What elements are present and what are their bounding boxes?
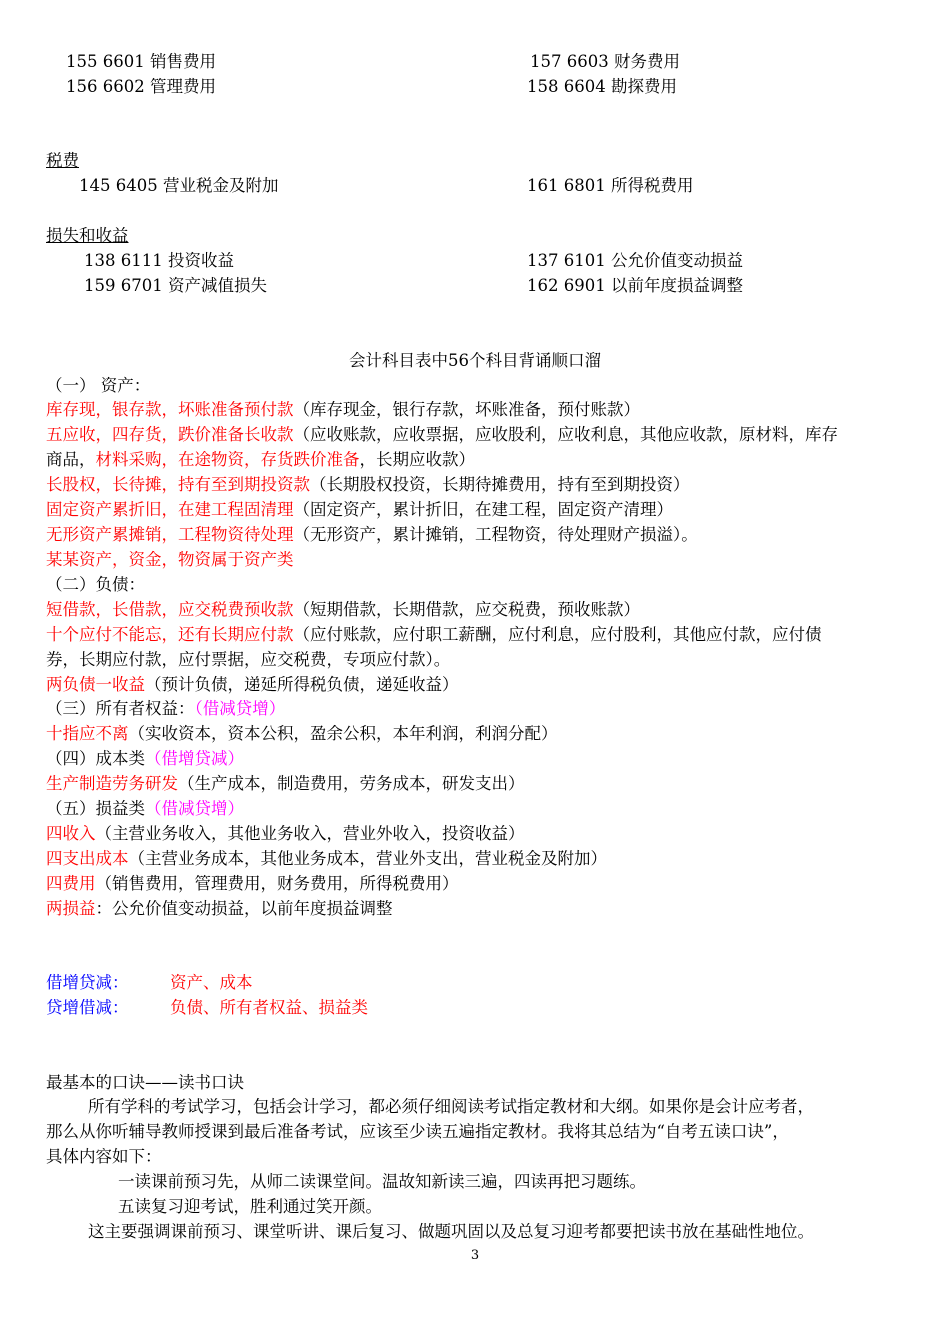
mnemonic-line (46, 598, 640, 622)
mnemonic-line (46, 872, 459, 896)
mnemonic-explanation: （应收账款，应收票据，应收股利，应收利息，其他应收款，原材料，库存 (293, 425, 838, 444)
mnemonic-explanation: （库存现金，银行存款，坏账准备，预付账款） (293, 400, 640, 419)
heading-text: （四）成本类 (46, 749, 145, 768)
rule-line (46, 996, 129, 1020)
reading-title: 最基本的口诀——读书口诀 (46, 1073, 244, 1092)
mnemonic-explanation: （销售费用，管理费用，财务费用，所得税费用） (95, 874, 459, 893)
mnemonic-phrase: 某某资产，资金，物资属于资产类 (46, 550, 294, 569)
paragraph-line: 具体内容如下： (46, 1147, 162, 1166)
mnemonic-line (46, 448, 475, 472)
rule-label: 贷增借减： (46, 998, 129, 1017)
debit-credit-rule: （借减贷增） (194, 699, 286, 718)
section-heading-cost (46, 747, 244, 771)
mnemonic-phrase: 十指应不离 (46, 724, 129, 743)
account-row: 161 6801 所得税费用 (527, 176, 694, 195)
rule-value: 资产、成本 (170, 973, 253, 992)
mnemonic-explanation: （生产成本，制造费用，劳务成本，研发支出） (178, 774, 525, 793)
paragraph-line: 这主要强调课前预习、课堂听讲、课后复习、做题巩固以及总复习迎考都要把读书放在基础性地位。 (88, 1222, 814, 1241)
account-row: 162 6901 以前年度损益调整 (527, 276, 743, 295)
debit-credit-rule: （借减贷增） (145, 799, 244, 818)
mnemonic-explanation: （固定资产，累计折旧，在建工程，固定资产清理） (293, 500, 673, 519)
mnemonic-phrase: 四收入 (46, 824, 96, 843)
account-row: 138 6111 投资收益 (84, 251, 234, 270)
paragraph-line: 所有学科的考试学习，包括会计学习，都必须仔细阅读考试指定教材和大纲。如果你是会计应考者， (88, 1097, 814, 1116)
heading-text: （三）所有者权益： (46, 699, 195, 718)
section-heading-liabilities: （二）负债： (46, 575, 145, 594)
mnemonic-line (46, 722, 558, 746)
section-heading-tax: 税费 (46, 151, 79, 170)
account-row: 158 6604 勘探费用 (527, 77, 677, 96)
mnemonic-phrase: 材料采购，在途物资，存货跌价准备 (95, 450, 360, 469)
mnemonic-explanation: （无形资产，累计摊销，工程物资，待处理财产损溢）。 (293, 525, 698, 544)
account-row: 137 6101 公允价值变动损益 (527, 251, 743, 270)
mnemonic-phrase: 长股权，长待摊，持有至到期投资款 (46, 475, 310, 494)
verse-line: 五读复习迎考试，胜利通过笑开颜。 (118, 1197, 382, 1216)
paragraph-line: 那么从你听辅导教师授课到最后准备考试，应该至少读五遍指定教材。我将其总结为“自考五读口诀”， (46, 1122, 789, 1141)
mnemonic-line (46, 523, 698, 547)
account-row: 155 6601 销售费用 (66, 52, 216, 71)
mnemonic-phrase: 生产制造劳务研发 (46, 774, 178, 793)
mnemonic-phrase: 两损益 (46, 899, 96, 918)
account-row: 156 6602 管理费用 (66, 77, 216, 96)
mnemonic-explanation: （长期股权投资，长期待摊费用，持有至到期投资） (310, 475, 690, 494)
mnemonic-phrase: 十个应付不能忘，还有长期应付款 (46, 625, 294, 644)
mnemonic-explanation: ，长期应收款） (359, 450, 475, 469)
mnemonic-phrase: 四费用 (46, 874, 96, 893)
mnemonic-line (46, 473, 690, 497)
mnemonic-phrase: 库存现，银存款，坏账准备预付款 (46, 400, 294, 419)
heading-text: （五）损益类 (46, 799, 145, 818)
mnemonic-explanation: （应付账款，应付职工薪酬，应付利息，应付股利，其他应付款，应付债 (293, 625, 822, 644)
rule-line (46, 971, 129, 995)
mnemonic-explanation: 券，长期应付款，应付票据，应交税费，专项应付款）。 (46, 650, 451, 669)
mnemonic-explanation: ：公允价值变动损益，以前年度损益调整 (95, 899, 393, 918)
mnemonic-line (46, 623, 822, 647)
section-heading-gainloss: 损失和收益 (46, 226, 129, 245)
rule-value: 负债、所有者权益、损益类 (170, 998, 368, 1017)
section-heading-profit-loss (46, 797, 244, 821)
account-row: 157 6603 财务费用 (530, 52, 680, 71)
mnemonic-line (46, 772, 525, 796)
mnemonic-phrase: 短借款，长借款，应交税费预收款 (46, 600, 294, 619)
mnemonic-phrase: 五应收，四存货，跌价准备长收款 (46, 425, 294, 444)
debit-credit-rule: （借增贷减） (145, 749, 244, 768)
section-heading-assets: （一） 资产： (46, 376, 151, 395)
account-row: 145 6405 营业税金及附加 (79, 176, 279, 195)
mnemonic-explanation: （预计负债，递延所得税负债，递延收益） (145, 675, 459, 694)
mnemonic-explanation: （实收资本，资本公积，盈余公积，本年利润，利润分配） (128, 724, 558, 743)
section-heading-equity (46, 697, 285, 721)
mnemonic-line (46, 498, 673, 522)
mnemonic-title: 会计科目表中56个科目背诵顺口溜 (349, 351, 601, 370)
mnemonic-explanation: （短期借款，长期借款，应交税费，预收账款） (293, 600, 640, 619)
mnemonic-explanation: （主营业务收入，其他业务收入，营业外收入，投资收益） (95, 824, 525, 843)
mnemonic-line (46, 847, 607, 871)
rule-label: 借增贷减： (46, 973, 129, 992)
mnemonic-phrase: 无形资产累摊销，工程物资待处理 (46, 525, 294, 544)
mnemonic-phrase: 两负债一收益 (46, 675, 145, 694)
mnemonic-line (46, 897, 393, 921)
mnemonic-line (46, 822, 525, 846)
mnemonic-phrase: 四支出成本 (46, 849, 129, 868)
account-row: 159 6701 资产减值损失 (84, 276, 267, 295)
mnemonic-line (46, 423, 838, 447)
mnemonic-line (46, 398, 640, 422)
mnemonic-explanation: 商品， (46, 450, 96, 469)
mnemonic-line (46, 673, 459, 697)
mnemonic-phrase: 固定资产累折旧，在建工程固清理 (46, 500, 294, 519)
verse-line: 一读课前预习先，从师二读课堂间。温故知新读三遍，四读再把习题练。 (118, 1172, 646, 1191)
mnemonic-explanation: （主营业务成本，其他业务成本，营业外支出，营业税金及附加） (128, 849, 607, 868)
page-number: 3 (470, 1248, 480, 1263)
